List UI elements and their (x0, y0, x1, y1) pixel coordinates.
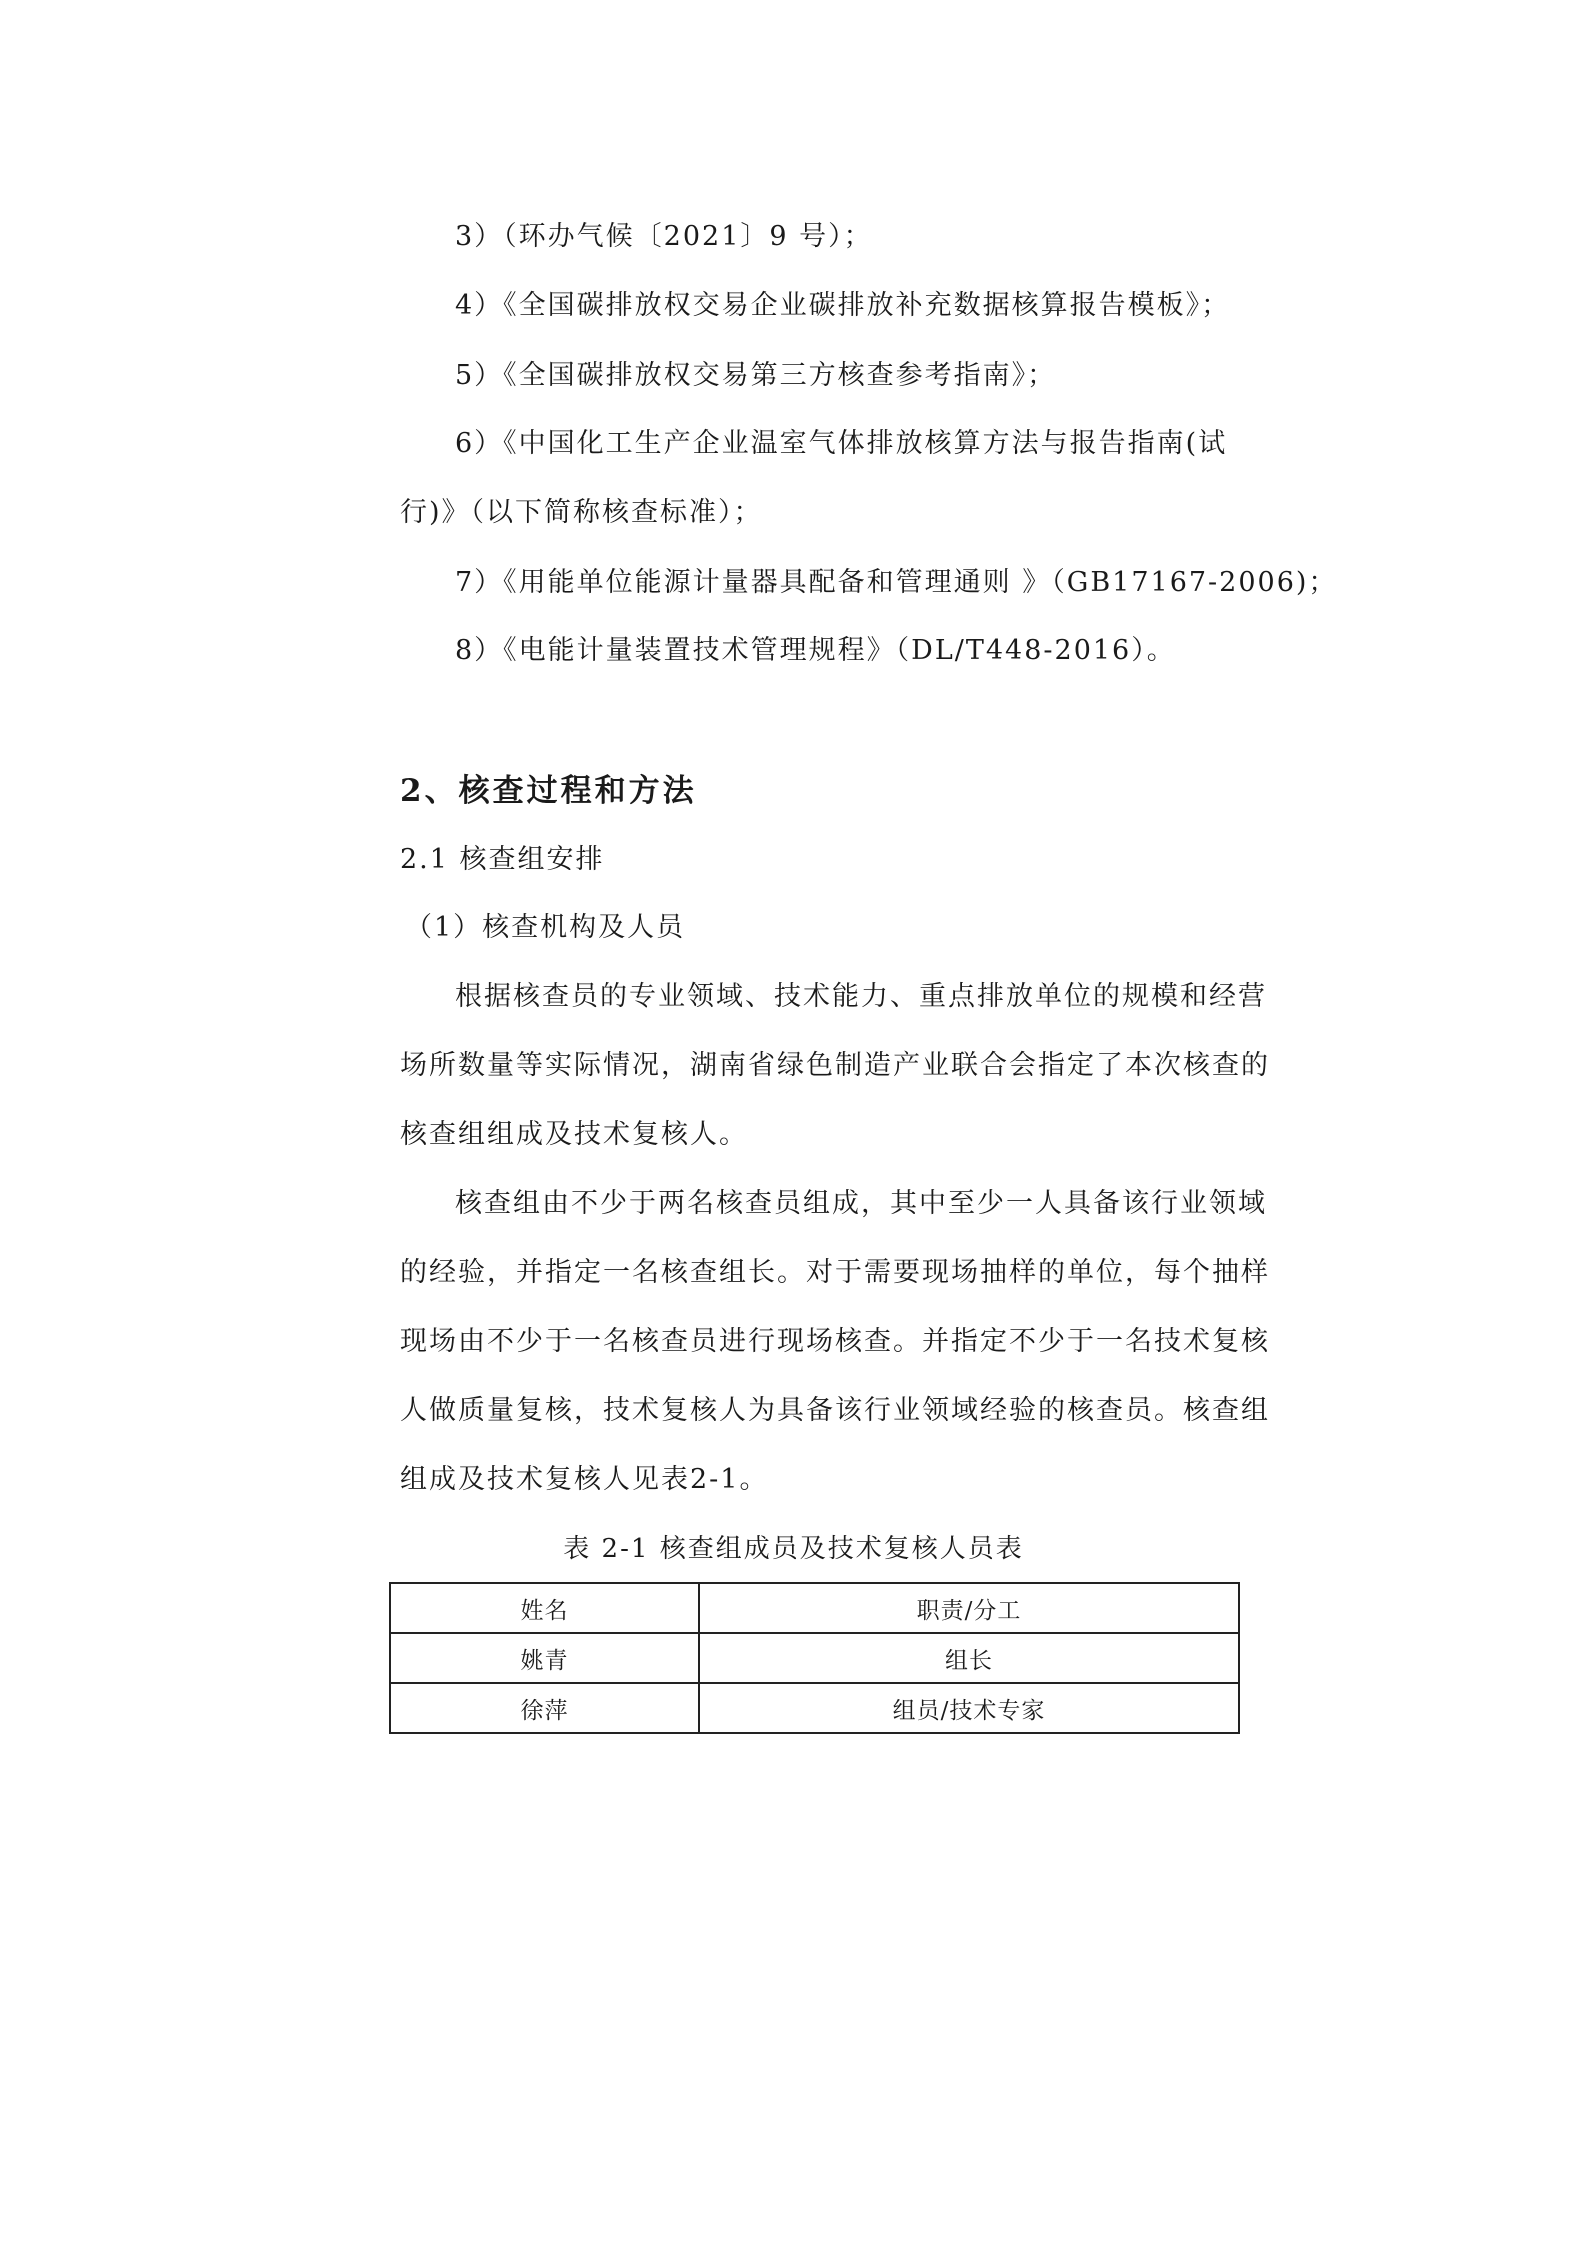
staff-table (389, 1582, 1240, 1734)
table-row (390, 1683, 1239, 1733)
reference-item-4: 4）《全国碳排放权交易企业碳排放补充数据核算报告模板》； (455, 290, 1231, 321)
table-header-name: 姓名 (390, 1583, 699, 1633)
table-header-row (390, 1583, 1239, 1633)
subsection-heading: 2.1 核查组安排 (400, 844, 605, 875)
paragraph-1-line-1: 根据核查员的专业领域、技术能力、重点排放单位的规模和经营 (455, 981, 1267, 1012)
paragraph-2-line-1: 核查组由不少于两名核查员组成，其中至少一人具备该行业领域 (455, 1188, 1267, 1219)
reference-item-3: 3）（环办气候〔2021〕9 号）； (455, 221, 873, 252)
reference-item-5: 5）《全国碳排放权交易第三方核查参考指南》； (455, 360, 1057, 391)
sub-item-heading: （1）核查机构及人员 (405, 912, 686, 943)
table-header-role: 职责/分工 (699, 1583, 1239, 1633)
table-row (390, 1633, 1239, 1683)
paragraph-1-line-2: 场所数量等实际情况，湖南省绿色制造产业联合会指定了本次核查的 (400, 1050, 1270, 1081)
table-cell-role: 组长 (699, 1633, 1239, 1683)
paragraph-2-line-2: 的经验，并指定一名核查组长。对于需要现场抽样的单位，每个抽样 (400, 1257, 1270, 1288)
table-cell-role: 组员/技术专家 (699, 1683, 1239, 1733)
reference-item-8: 8）《电能计量装置技术管理规程》（DL/T448-2016）。 (455, 635, 1176, 666)
reference-item-6: 6）《中国化工生产企业温室气体排放核算方法与报告指南(试 (455, 428, 1228, 459)
paragraph-2-line-4: 人做质量复核，技术复核人为具备该行业领域经验的核查员。核查组 (400, 1395, 1270, 1426)
table-cell-name: 姚青 (390, 1633, 699, 1683)
table-caption: 表 2-1 核查组成员及技术复核人员表 (563, 1534, 1024, 1564)
reference-item-7: 7）《用能单位能源计量器具配备和管理通则 》（GB17167-2006)； (455, 567, 1338, 598)
table-cell-name: 徐萍 (390, 1683, 699, 1733)
paragraph-2-line-5: 组成及技术复核人见表2-1。 (400, 1464, 769, 1495)
paragraph-1-line-3: 核查组组成及技术复核人。 (400, 1119, 748, 1150)
paragraph-2-line-3: 现场由不少于一名核查员进行现场核查。并指定不少于一名技术复核 (400, 1326, 1270, 1357)
reference-item-6-cont: 行)》（以下简称核查标准）； (400, 497, 763, 528)
section-heading: 2、核查过程和方法 (400, 773, 697, 809)
